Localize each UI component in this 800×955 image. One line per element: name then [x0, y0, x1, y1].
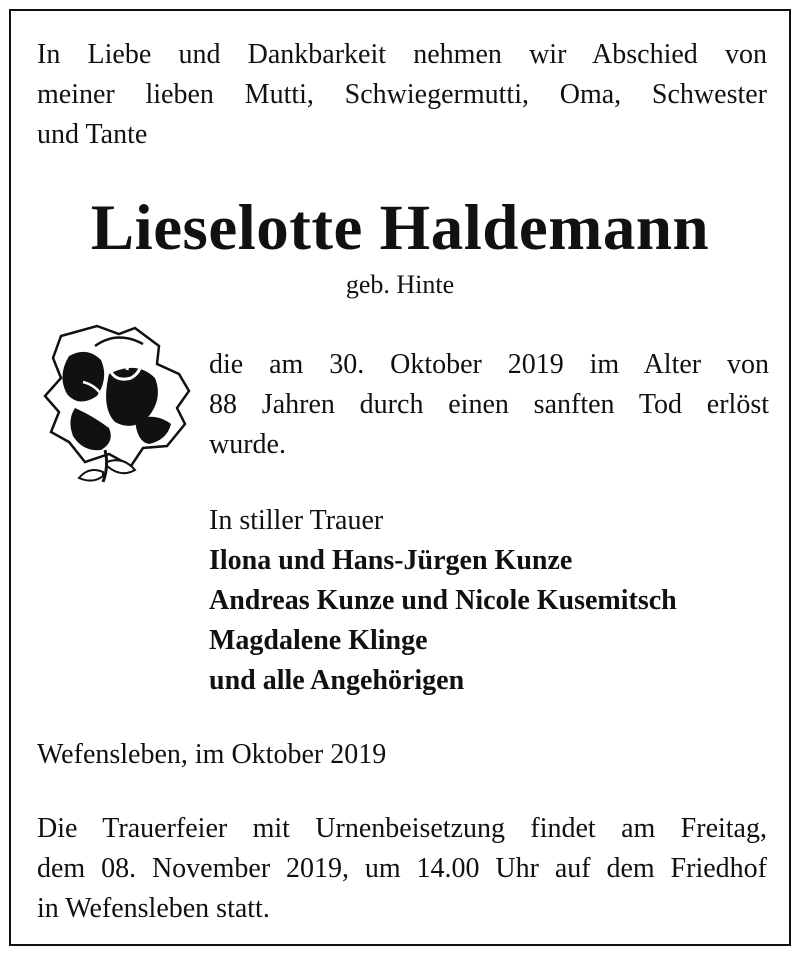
funeral-line: Die Trauerfeier mit Urnenbeisetzung findet am Freitag,: [37, 813, 767, 844]
mourning-intro: In stiller Trauer: [209, 505, 384, 536]
intro-line: In Liebe und Dankbarkeit nehmen wir Abschied von: [37, 39, 767, 70]
birth-name: geb. Hinte: [345, 270, 455, 299]
deceased-name: Lieselotte Haldemann: [90, 192, 710, 264]
mourner-name: Magdalene Klinge: [209, 625, 428, 656]
obituary-notice: [9, 9, 791, 946]
intro-line: und Tante: [37, 119, 148, 150]
place-date: Wefensleben, im Oktober 2019: [37, 739, 387, 770]
mourner-name: Ilona und Hans-Jürgen Kunze: [209, 545, 573, 576]
death-line: die am 30. Oktober 2019 im Alter von: [209, 349, 769, 380]
funeral-line: dem 08. November 2019, um 14.00 Uhr auf dem Friedhof: [37, 853, 767, 884]
death-line: wurde.: [209, 429, 286, 460]
mourner-name: und alle Angehörigen: [209, 665, 465, 696]
funeral-info: [37, 809, 767, 929]
mourner-name: Andreas Kunze und Nicole Kusemitsch: [209, 585, 677, 616]
intro-line: meiner lieben Mutti, Schwiegermutti, Oma, Schwester: [37, 79, 767, 110]
rose-icon: [39, 316, 199, 486]
intro-text: [37, 35, 767, 155]
funeral-line: in Wefensleben statt.: [37, 893, 270, 924]
mourners-block: [209, 501, 779, 701]
death-text: [209, 345, 769, 465]
death-line: 88 Jahren durch einen sanften Tod erlöst: [209, 389, 769, 420]
